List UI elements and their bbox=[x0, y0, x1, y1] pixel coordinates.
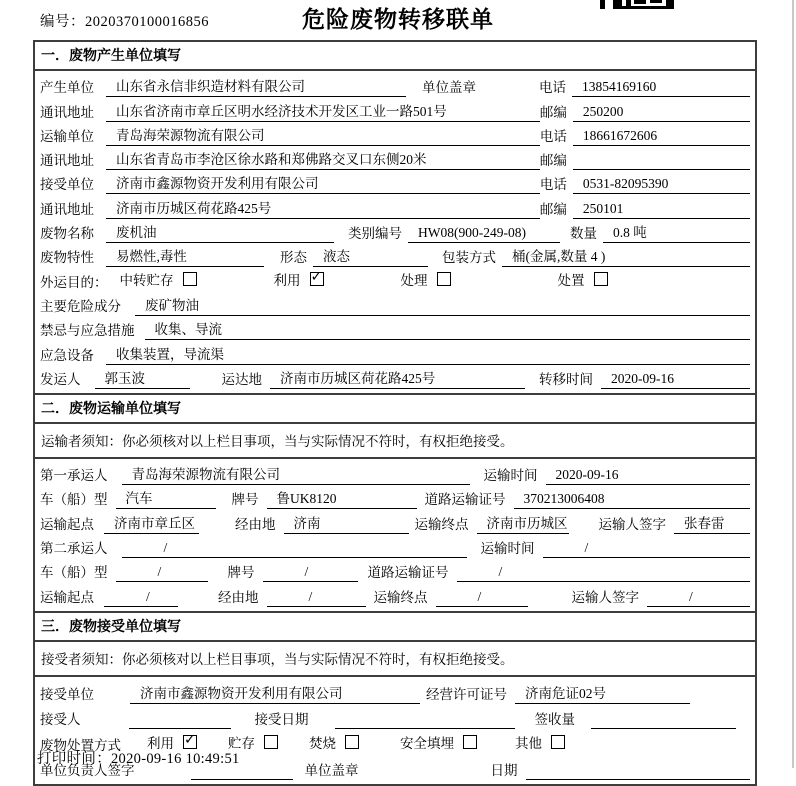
address-label: 通讯地址 bbox=[40, 153, 94, 169]
phone-label: 电话 bbox=[539, 80, 566, 96]
transport-start-label: 运输起点 bbox=[40, 516, 94, 532]
option-label: 其他 bbox=[515, 735, 542, 751]
zip-label: 邮编 bbox=[539, 201, 567, 217]
disposal-option-other bbox=[515, 732, 565, 755]
purpose-option-dispose bbox=[558, 269, 608, 292]
purpose-option-transfer-storage bbox=[120, 269, 197, 292]
producer-phone-field: 13854169160 bbox=[572, 79, 750, 97]
shipper-label: 发运人 bbox=[40, 371, 81, 387]
transporter-unit-row bbox=[40, 122, 750, 146]
taboo-measures-row bbox=[40, 316, 750, 340]
first-carrier-label: 第一承运人 bbox=[40, 468, 108, 484]
transport-purpose-label: 外运目的： bbox=[40, 274, 108, 290]
received-amount-field bbox=[591, 727, 736, 729]
accept-date-field bbox=[335, 727, 515, 729]
transporter-notice: 运输者须知：你必须核对以上栏目事项，当与实际情况不符时，有权拒绝接受。 bbox=[35, 424, 755, 459]
manifest-form bbox=[33, 40, 757, 786]
checkbox-transfer-storage bbox=[183, 272, 197, 286]
receiver-unit-label: 接受单位 bbox=[40, 177, 94, 193]
option-label: 利用 bbox=[273, 272, 301, 288]
receiver-phone-field: 0531-82095390 bbox=[573, 176, 750, 194]
first-carrier-row bbox=[40, 461, 750, 485]
checkbox-treat bbox=[437, 272, 451, 286]
recipient-field bbox=[129, 727, 231, 729]
transporter-address-field: 山东省青岛市李沧区徐水路和郑佛路交叉口东侧20米 bbox=[106, 148, 540, 170]
section1-header: 一．废物产生单位填写 bbox=[35, 42, 755, 71]
option-label: 利用 bbox=[147, 735, 174, 751]
destination-label: 运达地 bbox=[221, 371, 262, 387]
producer-unit-row bbox=[40, 73, 750, 97]
receiver-address-field: 济南市历城区荷花路425号 bbox=[106, 197, 540, 219]
section2-header: 二．废物运输单位填写 bbox=[35, 393, 755, 424]
taboo-measures-field: 收集、导流 bbox=[145, 318, 751, 340]
via2-field: / bbox=[267, 589, 366, 607]
transporter-sign2-field: / bbox=[647, 589, 750, 607]
accept-date-label: 接受日期 bbox=[254, 712, 309, 728]
disposal-option-landfill bbox=[400, 732, 477, 755]
manager-signature-field bbox=[191, 778, 293, 780]
transporter-phone-field: 18661672606 bbox=[573, 128, 750, 146]
transporter-unit-label: 运输单位 bbox=[40, 128, 94, 144]
accepting-unit-field: 济南市鑫源物资开发利用有限公司 bbox=[130, 682, 420, 704]
checkbox-disposal-other bbox=[551, 735, 565, 749]
recipient-row bbox=[40, 704, 750, 729]
transport-time-label: 运输时间 bbox=[483, 468, 538, 484]
sign-date-label: 日期 bbox=[490, 763, 518, 779]
transfer-time-field: 2020-09-16 bbox=[601, 371, 750, 389]
section2-body bbox=[35, 459, 755, 611]
waste-name-row bbox=[40, 219, 750, 243]
checkbox-utilize bbox=[310, 272, 324, 286]
transport-end-label: 运输终点 bbox=[414, 516, 469, 532]
taboo-measures-label: 禁忌与应急措施 bbox=[40, 323, 135, 339]
emergency-equipment-field: 收集装置，导流渠 bbox=[106, 343, 750, 365]
section3-body bbox=[35, 677, 755, 785]
checkbox-disposal-incinerate bbox=[345, 735, 359, 749]
page-edge-line bbox=[792, 0, 794, 768]
zip-label: 邮编 bbox=[539, 153, 567, 169]
vehicle-type-field: 汽车 bbox=[116, 487, 216, 509]
waste-trait-field: 易燃性,毒性 bbox=[106, 245, 264, 267]
unit-seal-label: 单位盖章 bbox=[422, 80, 476, 96]
disposal-option-incinerate bbox=[309, 732, 359, 755]
category-code-field: HW08(900-249-08) bbox=[408, 225, 560, 243]
emergency-equipment-label: 应急设备 bbox=[40, 347, 94, 363]
qr-code-icon bbox=[600, 0, 688, 11]
license-number-label: 经营许可证号 bbox=[426, 687, 507, 703]
road-permit-field: 370213006408 bbox=[514, 491, 751, 509]
vehicle-type-label: 车（船）型 bbox=[40, 492, 108, 508]
transport-end-label: 运输终点 bbox=[373, 589, 428, 605]
accepting-unit-label: 接受单位 bbox=[40, 687, 94, 703]
shipper-field: 郭玉波 bbox=[95, 367, 190, 389]
hazard-component-field: 废矿物油 bbox=[135, 294, 750, 316]
hazard-component-label: 主要危险成分 bbox=[40, 298, 121, 314]
receiver-unit-row bbox=[40, 170, 750, 194]
producer-unit-field: 山东省永信非织造材料有限公司 bbox=[106, 75, 406, 97]
option-label: 中转贮存 bbox=[119, 272, 174, 288]
transport-time-label: 运输时间 bbox=[480, 541, 535, 557]
plate-number-field: 鲁UK8120 bbox=[267, 487, 417, 509]
second-carrier-field: / bbox=[122, 540, 467, 558]
serial-value: 2020370100016856 bbox=[85, 14, 209, 30]
address-label: 通讯地址 bbox=[40, 104, 94, 120]
print-time-label: 打印时间： bbox=[37, 751, 111, 767]
zip-label: 邮编 bbox=[539, 104, 567, 120]
quantity-field: 0.8 吨 bbox=[603, 221, 750, 243]
via-label: 经由地 bbox=[235, 516, 276, 532]
producer-unit-label: 产生单位 bbox=[40, 80, 94, 96]
transfer-time-label: 转移时间 bbox=[539, 371, 593, 387]
print-time bbox=[37, 747, 240, 768]
transport-start2-field: / bbox=[104, 589, 178, 607]
vehicle-type-label: 车（船）型 bbox=[40, 565, 108, 581]
accepting-unit-row bbox=[40, 679, 750, 704]
waste-name-field: 废机油 bbox=[106, 221, 334, 243]
phone-label: 电话 bbox=[539, 128, 567, 144]
form-field: 液态 bbox=[313, 245, 428, 267]
category-code-label: 类别编号 bbox=[348, 226, 402, 242]
manager-signature-label: 单位负责人签字 bbox=[40, 763, 135, 779]
road-permit-label: 道路运输证号 bbox=[367, 565, 449, 581]
transporter-sign-label: 运输人签字 bbox=[571, 589, 639, 605]
producer-zip-field: 250200 bbox=[573, 104, 750, 122]
route-row-1 bbox=[40, 509, 750, 533]
section3-header: 三．废物接受单位填写 bbox=[35, 611, 755, 642]
phone-label: 电话 bbox=[539, 177, 567, 193]
disposal-method-label: 废物处置方式 bbox=[40, 737, 121, 753]
vehicle-type2-field: / bbox=[116, 564, 208, 582]
transport-start-label: 运输起点 bbox=[40, 589, 94, 605]
producer-address-row bbox=[40, 97, 750, 121]
shipper-row bbox=[40, 365, 750, 389]
plate-number2-field: / bbox=[263, 564, 358, 582]
transporter-sign-label: 运输人签字 bbox=[598, 516, 666, 532]
receiver-zip-field: 250101 bbox=[573, 201, 750, 219]
option-label: 贮存 bbox=[228, 735, 255, 751]
checkbox-disposal-storage bbox=[264, 735, 278, 749]
purpose-option-utilize bbox=[274, 269, 324, 292]
purpose-option-treat bbox=[401, 269, 451, 292]
via-label: 经由地 bbox=[218, 589, 259, 605]
packing-label: 包装方式 bbox=[442, 250, 496, 266]
waste-trait-label: 废物特性 bbox=[40, 250, 94, 266]
option-label: 焚烧 bbox=[309, 735, 336, 751]
vehicle-row-2 bbox=[40, 558, 750, 582]
destination-field: 济南市历城区荷花路425号 bbox=[270, 367, 525, 389]
transporter-address-row bbox=[40, 146, 750, 170]
option-label: 处理 bbox=[400, 272, 428, 288]
recipient-label: 接受人 bbox=[40, 712, 81, 728]
transport-end2-field: / bbox=[436, 589, 528, 607]
packing-field: 桶(金属,数量 4 ) bbox=[502, 245, 750, 267]
road-permit2-field: / bbox=[457, 564, 751, 582]
plate-number-label: 牌号 bbox=[231, 492, 259, 508]
checkbox-disposal-landfill bbox=[463, 735, 477, 749]
transport-time2-field: / bbox=[543, 540, 751, 558]
waste-trait-row bbox=[40, 243, 750, 267]
transporter-sign-field: 张春雷 bbox=[674, 512, 750, 534]
vehicle-row-1 bbox=[40, 485, 750, 509]
receiver-notice: 接受者须知：你必须核对以上栏目事项，当与实际情况不符时，有权拒绝接受。 bbox=[35, 642, 755, 677]
checkbox-dispose bbox=[594, 272, 608, 286]
second-carrier-label: 第二承运人 bbox=[40, 541, 108, 557]
transport-end-field: 济南市历城区 bbox=[477, 512, 569, 534]
hazard-component-row bbox=[40, 292, 750, 316]
road-permit-label: 道路运输证号 bbox=[424, 492, 506, 508]
address-label: 通讯地址 bbox=[40, 201, 94, 217]
print-time-value: 2020-09-16 10:49:51 bbox=[111, 751, 240, 767]
plate-number-label: 牌号 bbox=[227, 565, 255, 581]
transporter-unit-field: 青岛海荣源物流有限公司 bbox=[106, 124, 540, 146]
receiver-address-row bbox=[40, 194, 750, 218]
emergency-equipment-row bbox=[40, 340, 750, 364]
section1-body bbox=[35, 71, 755, 393]
transport-purpose-row bbox=[40, 267, 750, 291]
via-field: 济南 bbox=[284, 512, 409, 534]
transporter-zip-field bbox=[573, 168, 750, 170]
option-label: 安全填埋 bbox=[400, 735, 454, 751]
transport-start-field: 济南市章丘区 bbox=[104, 512, 199, 534]
sign-date-field bbox=[526, 778, 751, 780]
option-label: 处置 bbox=[557, 272, 585, 288]
received-amount-label: 签收量 bbox=[534, 712, 575, 728]
quantity-label: 数量 bbox=[570, 226, 597, 242]
serial-label: 编号： bbox=[40, 14, 85, 30]
receiver-unit-field: 济南市鑫源物资开发利用有限公司 bbox=[106, 172, 540, 194]
producer-address-field: 山东省济南市章丘区明水经济技术开发区工业一路501号 bbox=[106, 100, 540, 122]
form-label: 形态 bbox=[280, 250, 307, 266]
first-carrier-field: 青岛海荣源物流有限公司 bbox=[122, 463, 470, 485]
unit-seal-label: 单位盖章 bbox=[304, 763, 359, 779]
license-number-field: 济南危证02号 bbox=[515, 682, 690, 704]
page-title: 危险废物转移联单 bbox=[302, 6, 494, 32]
transport-time-field: 2020-09-16 bbox=[546, 467, 751, 485]
second-carrier-row bbox=[40, 534, 750, 558]
route-row-2 bbox=[40, 582, 750, 606]
waste-name-label: 废物名称 bbox=[40, 226, 94, 242]
